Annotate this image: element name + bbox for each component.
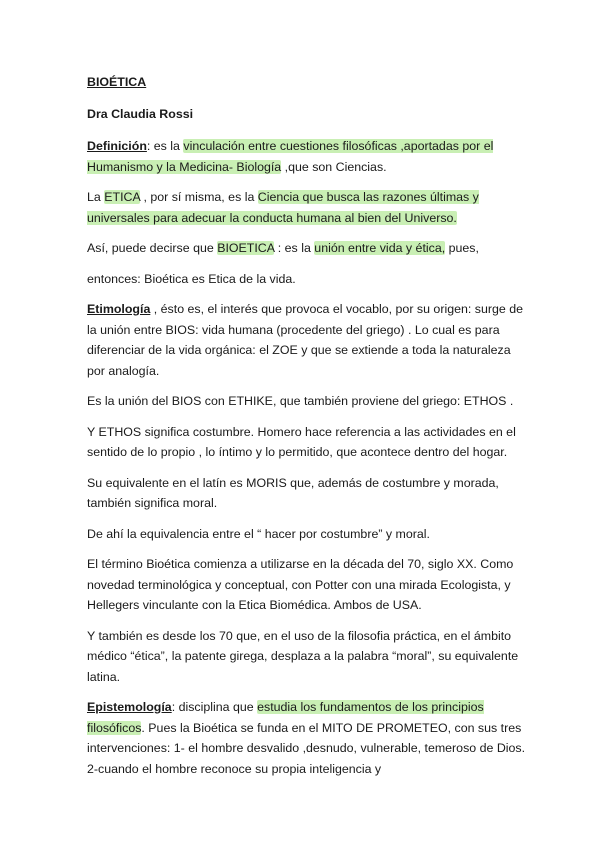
text-run: : disciplina que xyxy=(171,700,258,714)
paragraph xyxy=(87,554,529,616)
text-run: pues, xyxy=(445,241,479,255)
text-run: Su equivalente en el latín es MORIS que, además de costumbre y morada, también significa moral. xyxy=(87,475,499,510)
text-run: Y también es desde los 70 que, en el uso de la filosofia práctica, en el ámbito médico “ética”, la patente girega, desplaza a la palabra “moral”, su equivalente latina. xyxy=(87,628,519,684)
text-run: Así, puede decirse que xyxy=(87,241,218,255)
paragraph xyxy=(87,422,529,463)
text-run: , ésto es, el interés que provoca el vocablo, por su origen: surge de la unión entre BIOS: vida humana (procedente del griego) . Lo cual es para diferenciar de la vida orgánica: el ZOE y que se extiende a toda la naturaleza por analogía. xyxy=(87,302,523,378)
paragraph xyxy=(87,391,529,412)
paragraph xyxy=(87,524,529,545)
text-run: La xyxy=(87,190,105,204)
highlighted-text: BIOETICA xyxy=(217,241,275,255)
text-run: : es la xyxy=(274,241,315,255)
section-term: Etimología xyxy=(87,302,151,316)
paragraph xyxy=(87,269,529,290)
document-title: BIOÉTICA xyxy=(87,75,147,89)
paragraph xyxy=(87,626,529,688)
section-term: Definición xyxy=(87,139,147,153)
highlighted-text: unión entre vida y ética, xyxy=(314,241,446,255)
paragraph xyxy=(87,697,529,779)
document-body xyxy=(87,136,529,779)
highlighted-text: Ciencia que busca las razones últimas y universales para adecuar la conducta humana al bien del Universo. xyxy=(87,190,479,225)
paragraph xyxy=(87,187,529,228)
section-term: Epistemología xyxy=(87,700,172,714)
highlighted-text: estudia los fundamentos de los principios filosóficos xyxy=(87,700,484,735)
text-run: De ahí la equivalencia entre el “ hacer por costumbre” y moral. xyxy=(87,526,430,541)
text-run: : es la xyxy=(146,139,184,153)
highlighted-text: vinculación entre cuestiones filosóficas ,aportadas por el Humanismo y la Medicina- Biología xyxy=(87,139,494,174)
text-run: ,que son Ciencias. xyxy=(281,159,387,174)
highlighted-text: ETICA xyxy=(104,190,141,204)
text-run: El término Bioética comienza a utilizarse en la década del 70, siglo XX. Como novedad terminológica y conceptual, con Potter con una mirada Ecologista, y Hellegers vinculante con la Etica Biomédica. Ambos de USA. xyxy=(87,557,514,612)
paragraph xyxy=(87,238,529,259)
text-run: entonces: Bioética es Etica de la vida. xyxy=(87,271,296,286)
paragraph xyxy=(87,473,529,514)
text-run: Es la unión del BIOS con ETHIKE, que también proviene del griego: ETHOS . xyxy=(87,394,514,408)
document-author: Dra Claudia Rossi xyxy=(87,106,194,121)
text-run: Y ETHOS significa costumbre. Homero hace referencia a las actividades en el sentido de lo propio , lo íntimo y lo permitido, que acontece dentro del hogar. xyxy=(87,424,516,459)
paragraph xyxy=(87,136,529,177)
paragraph xyxy=(87,299,529,381)
text-run: . Pues la Bioética se funda en el MITO DE PROMETEO, con sus tres intervenciones: 1- el hombre desvalido ,desnudo, vulnerable, temeroso de Dios. 2-cuando el hombre reconoce su propia inteligencia y xyxy=(87,720,526,776)
text-run: , por sí misma, es la xyxy=(140,190,258,204)
